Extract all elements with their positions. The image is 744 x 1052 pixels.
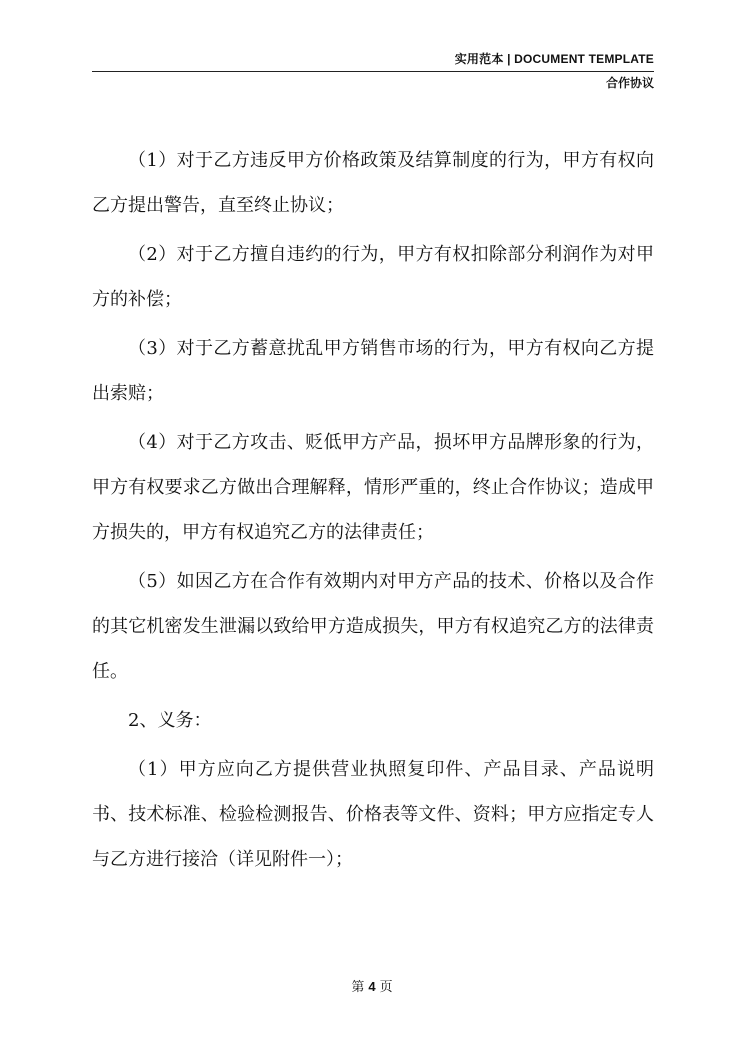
section-heading-obligations: 2、义务： [128, 710, 212, 731]
page-header [92, 52, 654, 90]
document-body [92, 138, 654, 886]
clause-paragraph-6: （1）甲方应向乙方提供营业执照复印件、产品目录、产品说明书、技术标准、检验检测报告、价格表等文件、资料；甲方应指定专人与乙方进行接洽（详见附件一）； [92, 759, 654, 870]
clause-paragraph-2: （2）对于乙方擅自违约的行为，甲方有权扣除部分利润作为对甲方的补偿； [92, 244, 654, 310]
footer-prefix: 第 [351, 980, 365, 995]
clause-paragraph-4: （4）对于乙方攻击、贬低甲方产品，损坏甲方品牌形象的行为，甲方有权要求乙方做出合理解释，情形严重的，终止合作协议；造成甲方损失的，甲方有权追究乙方的法律责任； [92, 432, 654, 543]
page-footer [0, 976, 744, 995]
footer-suffix: 页 [379, 980, 393, 995]
page-number: 4 [368, 979, 376, 994]
clause-paragraph-5: （5）如因乙方在合作有效期内对甲方产品的技术、价格以及合作的其它机密发生泄漏以致给甲方造成损失，甲方有权追究乙方的法律责任。 [92, 571, 654, 682]
clause-paragraph-1: （1）对于乙方违反甲方价格政策及结算制度的行为，甲方有权向乙方提出警告，直至终止协议； [92, 150, 654, 216]
header-document-title: 合作协议 [605, 76, 654, 90]
clause-paragraph-3: （3）对于乙方蓄意扰乱甲方销售市场的行为，甲方有权向乙方提出索赔； [92, 338, 654, 404]
header-document-template: 实用范本 | DOCUMENT TEMPLATE [92, 52, 654, 72]
